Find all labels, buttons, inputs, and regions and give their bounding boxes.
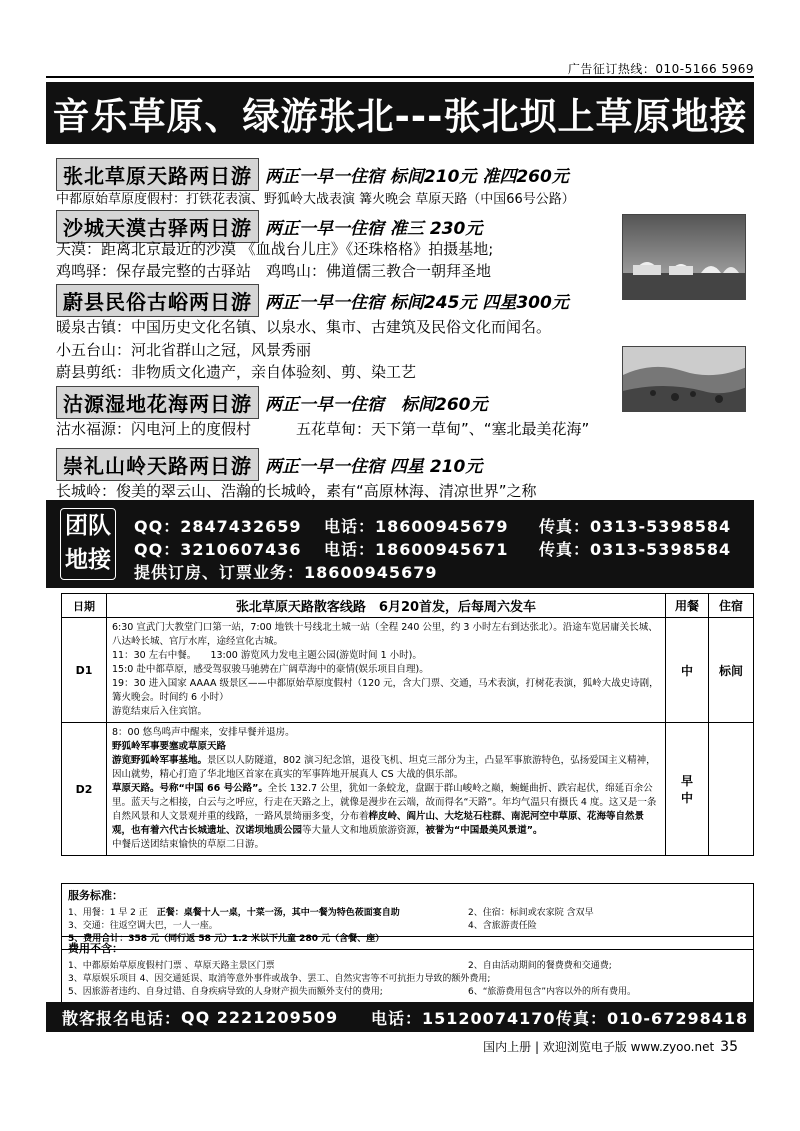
qq-number[interactable]: QQ：3210607436 <box>134 540 302 559</box>
ad-hotline: 广告征订热线：010-5166 5969 <box>567 62 754 76</box>
route-desc: 沽水福源：闪电河上的度假村 五花草甸：天下第一草甸”、“塞北最美花海” <box>56 420 590 438</box>
service-standards: 服务标准： 1、用餐：1 早 2 正 正餐：桌餐十人一桌，十菜一汤，其中一餐为特色莜面宴自助 2、住宿：标间或农家院 含双早 3、交通：往返空调大巴，一人一座。 4、含旅游责任险 5、费用合计：358 元（同行返 58 元）1.2 米以下儿童 280 元（含餐、座） <box>61 883 754 950</box>
table-header <box>62 594 754 618</box>
meal-cell: 中 <box>666 618 709 723</box>
booking-service: 提供订房、订票业务：18600945679 <box>134 563 438 582</box>
yurt-photo <box>622 214 746 300</box>
route-price: 两正一早一住宿 标间260元 <box>265 395 488 415</box>
itinerary-table <box>61 593 754 856</box>
day-content: 8：00 悠鸟鸣声中醒来，安排早餐并退房。 野狐岭军事要塞或草原天路 游览野狐岭军事基地。景区以人防隧道，802 演习纪念馆，退役飞机、坦克三部分为主，凸显军事旅游特色，弘扬爱国主义精神，因山就势，精心打造了华北地区首家在真实的军事阵地开展真人 CS 大战的俱乐部。 草原天路。号称“中国 66 号公路”。全长 132.7 公里，犹如一条蛟龙，盘踞于群山峻岭之巅，蜿蜒曲折、跌宕起伏，绵延百余公里。蓝天与之相接，白云与之呼应，行走在天路之上，就像是漫步在云端，故而得名“天路”。年均气温只有摄氏 4 度。这又是一条自然风景和人文景观并重的线路，一路风景绮丽多变，分布着桦皮岭、阎片山、大圪垯石柱群、南泥河空中草原、花海等自然景观，也有着六代古长城遗址、汉诺坝地质公园等大量人文和地质旅游资源，被誉为“中国最美风景道”。 中餐后送团结束愉快的草原二日游。 <box>107 723 666 856</box>
route-guyuan <box>56 386 488 419</box>
route-price: 两正一早一住宿 标间210元 准四260元 <box>265 167 569 187</box>
signup-qq[interactable]: QQ 2221209509 <box>181 1007 339 1027</box>
table-row-d2 <box>62 723 754 856</box>
col-stay: 住宿 <box>709 594 754 618</box>
day-label: D2 <box>62 723 107 856</box>
route-zhangbei <box>56 158 569 191</box>
route-desc: 天漠：距离北京最近的沙漠 《血战台儿庄》《还珠格格》拍摄基地; <box>56 240 494 258</box>
table-row-d1 <box>62 618 754 723</box>
route-price: 两正一早一住宿 准三 230元 <box>265 219 483 239</box>
top-rule <box>46 76 754 78</box>
route-name: 崇礼山岭天路两日游 <box>56 448 259 481</box>
page-number: 35 <box>720 1039 738 1055</box>
route-name: 蔚县民俗古峪两日游 <box>56 284 259 317</box>
meal-cell: 早 中 <box>666 723 709 856</box>
fax-number: 传真：0313-5398584 <box>539 517 732 536</box>
route-name: 张北草原天路两日游 <box>56 158 259 191</box>
col-title: 张北草原天路散客线路 6月20首发，后每周六发车 <box>107 594 666 618</box>
phone-number[interactable]: 电话：18600945679 <box>324 517 509 536</box>
route-price: 两正一早一住宿 四星 210元 <box>265 457 483 477</box>
route-name: 沽源湿地花海两日游 <box>56 386 259 419</box>
grassland-photo <box>622 346 746 412</box>
qq-number[interactable]: QQ：2847432659 <box>134 517 302 536</box>
route-price: 两正一早一住宿 标间245元 四星300元 <box>265 293 569 313</box>
fax-number: 传真：0313-5398584 <box>539 540 732 559</box>
contact-line-2 <box>134 537 731 560</box>
route-desc: 暖泉古镇：中国历史文化名镇、以泉水、集市、古建筑及民俗文化而闻名。 <box>56 318 552 336</box>
stay-cell <box>709 723 754 856</box>
route-chongli <box>56 448 482 481</box>
route-desc: 蔚县剪纸：非物质文化遗产，亲自体验刻、剪、染工艺 <box>56 363 417 381</box>
route-yuxian <box>56 284 569 317</box>
contact-line-1 <box>134 514 731 537</box>
footer-text[interactable]: 国内上册 | 欢迎浏览电子版 www.zyoo.net <box>483 1040 715 1054</box>
page-title: 音乐草原、绿游张北---张北坝上草原地接 <box>46 82 754 144</box>
team-badge: 团队 地接 <box>60 508 116 580</box>
page-footer <box>483 1038 738 1055</box>
day-label: D1 <box>62 618 107 723</box>
route-desc: 鸡鸣驿：保存最完整的古驿站 鸡鸣山：佛道儒三教合一朝拜圣地 <box>56 262 492 280</box>
team-contact-box <box>46 500 754 588</box>
stay-cell: 标间 <box>709 618 754 723</box>
phone-number[interactable]: 电话：18600945671 <box>324 540 509 559</box>
day-content: 6:30 宣武门大教堂门口第一站，7:00 地铁十号线北土城一站（全程 240 公里，约 3 小时左右到达张北）。沿途车览居庸关长城、八达岭长城、官厅水库，途经宣化古城。 11：30 左右中餐。 13:00 游览风力发电主题公园(游览时间 1 小时)。 15:0 赴中都草原，感受驾驭骏马驰骋在广阔草海中的豪情(娱乐项目自理)。 19：30 进入国家 AAAA 级景区——中都原始草原度假村（120 元，含大门票、交通，马术表演，打树花表演，狐岭大战史诗剧，篝火晚会。时间约 6 小时） 游览结束后入住宾馆。 <box>107 618 666 723</box>
col-meal: 用餐 <box>666 594 709 618</box>
route-desc: 中都原始草原度假村：打铁花表演、野狐岭大战表演 篝火晚会 草原天路（中国66号公路） <box>56 192 575 207</box>
signup-label: 散客报名电话： <box>62 1008 182 1028</box>
service-title: 服务标准： <box>68 889 123 902</box>
route-desc: 长城岭：俊美的翠云山、浩瀚的长城岭，素有“高原林海、清凉世界”之称 <box>56 482 537 500</box>
route-name: 沙城天漠古驿两日游 <box>56 210 259 243</box>
signup-bar <box>46 1002 754 1032</box>
fee-excludes: 费用不含： 1、中都原始草原度假村门票 、草原天路主景区门票 2、自由活动期间的餐费费和交通费; 3、草原娱乐项目 4、因交通延误、取消等意外事件或战争、罢工、自然灾害等不可抗拒力导致的额外费用; 5、因旅游者违约、自身过错、自身疾病导致的人身财产损失而额外支付的费用; 6、“旅游费用包含”内容以外的所有费用。 <box>61 936 754 1003</box>
excludes-title: 费用不含： <box>68 942 123 955</box>
col-date: 日期 <box>62 594 107 618</box>
signup-fax: 传真：010-67298418 <box>556 1008 749 1028</box>
signup-phone[interactable]: 电话：15120074170 <box>371 1008 556 1028</box>
route-desc: 小五台山：河北省群山之冠，风景秀丽 <box>56 341 312 359</box>
